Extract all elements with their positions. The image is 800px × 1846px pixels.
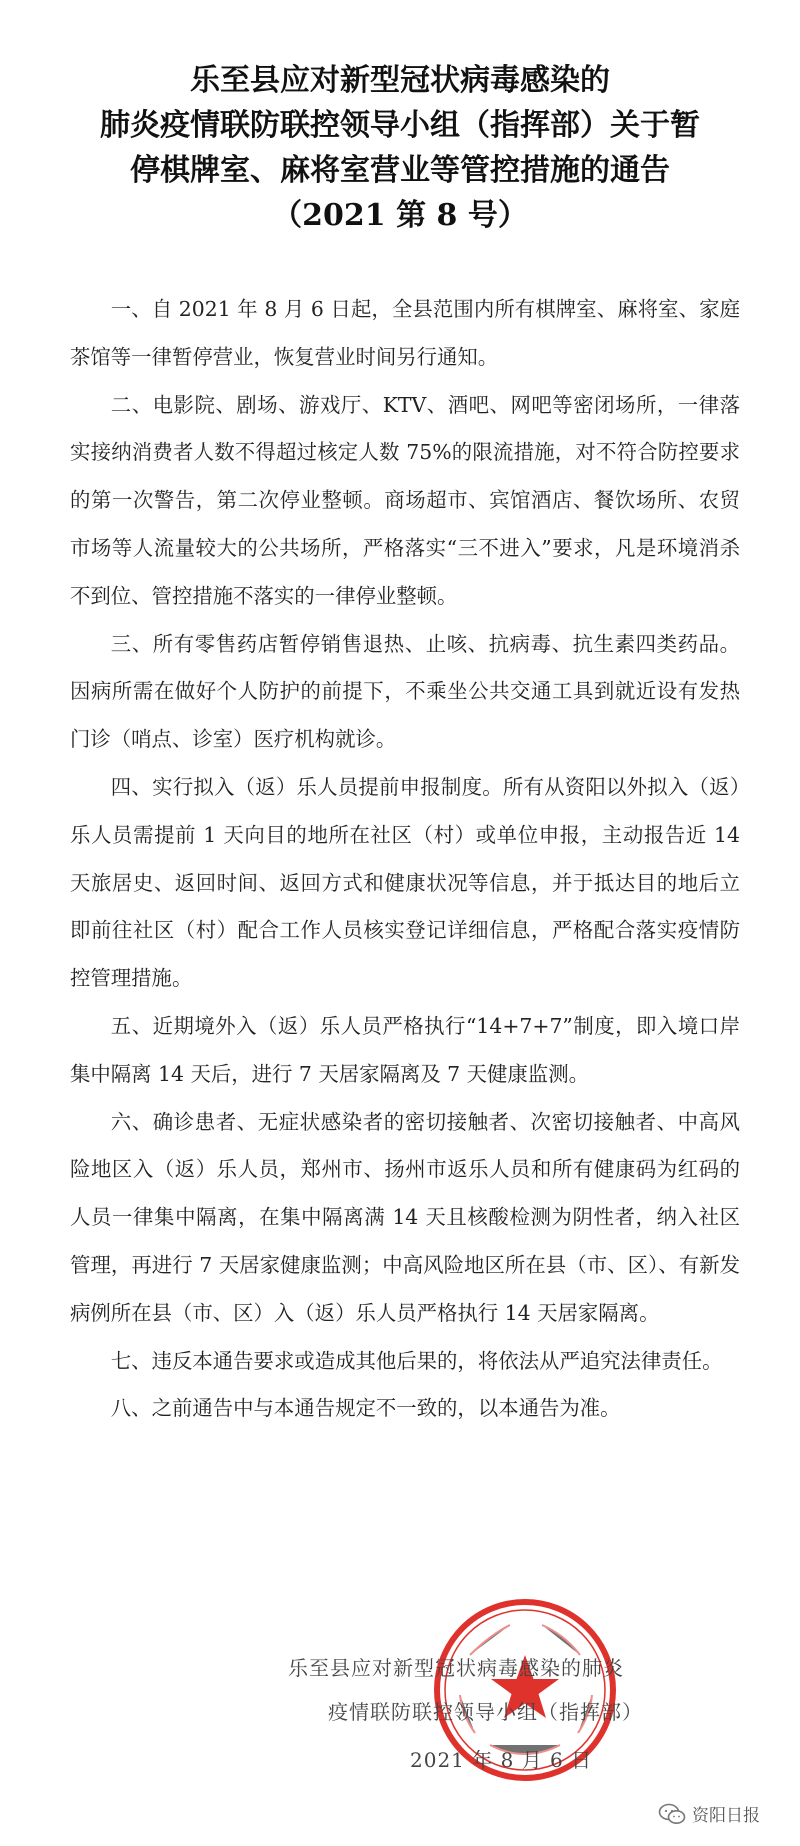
paragraph-5: 五、近期境外入（返）乐人员严格执行“14+7+7”制度，即入境口岸集中隔离 14 天后，进行 7 天居家隔离及 7 天健康监测。 [70,1013,740,1086]
signature-org-line-1: 乐至县应对新型冠状病毒感染的肺炎 [288,1656,624,1680]
paragraph-2: 二、电影院、剧场、游戏厅、KTV、酒吧、网吧等密闭场所，一律落实接纳消费者人数不得超过核定人数 75%的限流措施，对不符合防控要求的第一次警告，第二次停业整顿。商场超市、宾馆酒店、餐饮场所、农贸市场等人流量较大的公共场所，严格落实“三不进入”要求，凡是环境消杀不到位、管控措施不落实的一律停业整顿。 [70,392,740,608]
paragraph-4: 四、实行拟入（返）乐人员提前申报制度。所有从资阳以外拟入（返）乐人员需提前 1 天向目的地所在社区（村）或单位申报，主动报告近 14 天旅居史、返回时间、返回方式和健康状况等信息，并于抵达目的地后立即前往社区（村）配合工作人员核实登记详细信息，严格配合落实疫情防控管理措施。 [70,774,740,991]
paragraph-1: 一、自 2021 年 8 月 6 日起，全县范围内所有棋牌室、麻将室、家庭茶馆等一律暂停营业，恢复营业时间另行通知。 [70,297,740,369]
notice-body [70,286,740,1433]
signature-date: 2021 年 8 月 6 日 [410,1748,593,1772]
paragraph-7: 七、违反本通告要求或造成其他后果的，将依法从严追究法律责任。 [110,1348,723,1373]
signature-block [0,1640,800,1790]
title-line-1: 乐至县应对新型冠状病毒感染的 [190,63,610,98]
signature-org-line-2: 疫情联防联控领导小组（指挥部） [328,1700,643,1724]
source-watermark [658,1801,760,1826]
wechat-icon [658,1803,686,1825]
watermark-text: 资阳日报 [692,1806,760,1826]
title-line-4: （2021 第 8 号） [272,198,528,233]
title-line-2: 肺炎疫情联防联控领导小组（指挥部）关于暂 [100,108,700,143]
notice-title [0,58,800,238]
paragraph-6: 六、确诊患者、无症状感染者的密切接触者、次密切接触者、中高风险地区入（返）乐人员，郑州市、扬州市返乐人员和所有健康码为红码的人员一律集中隔离，在集中隔离满 14 天且核酸检测为阴性者，纳入社区管理，再进行 7 天居家健康监测；中高风险地区所在县（市、区）、有新发病例所在县（市、区）入（返）乐人员严格执行 14 天居家隔离。 [70,1109,740,1325]
paragraph-8: 八、之前通告中与本通告规定不一致的，以本通告为准。 [110,1396,621,1421]
title-line-3: 停棋牌室、麻将室营业等管控措施的通告 [130,153,670,188]
paragraph-3: 三、所有零售药店暂停销售退热、止咳、抗病毒、抗生素四类药品。因病所需在做好个人防护的前提下，不乘坐公共交通工具到就近设有发热门诊（哨点、诊室）医疗机构就诊。 [70,631,740,752]
